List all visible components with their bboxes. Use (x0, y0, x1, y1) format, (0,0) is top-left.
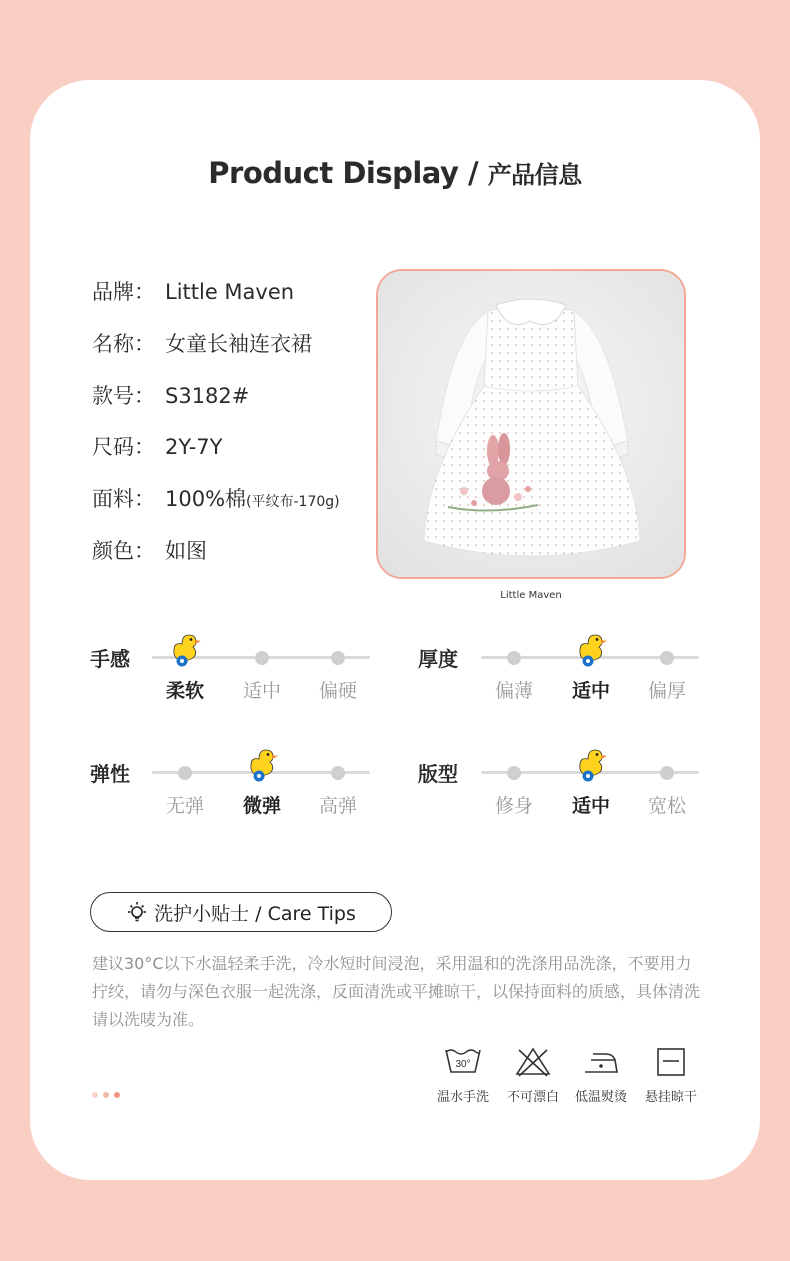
spec-value: 100%棉 (165, 487, 247, 511)
care-hang (640, 1046, 702, 1105)
spec-key: 品牌： (92, 280, 155, 304)
photo-caption: Little Maven (500, 590, 562, 601)
scale-dot (660, 651, 674, 665)
scale-dot (331, 651, 345, 665)
title-en: Product Display (208, 156, 459, 190)
title-cn: 产品信息 (487, 161, 582, 189)
scale-option: 无弹 (165, 795, 204, 817)
scale-option: 偏硬 (318, 680, 357, 702)
spec-value: 如图 (165, 539, 207, 563)
scale-option: 适中 (571, 680, 610, 702)
care-tips-pill (90, 892, 392, 932)
care-icon-label: 低温熨烫 (574, 1090, 627, 1105)
spec-key: 名称： (92, 332, 155, 356)
scale-dot (331, 766, 345, 780)
spec-value: 2Y-7Y (165, 435, 223, 459)
spec-value: 女童长袖连衣裙 (165, 332, 312, 356)
scale-option: 修身 (494, 795, 533, 817)
pager-dot (92, 1092, 98, 1098)
scale-option: 微弹 (242, 795, 281, 817)
spec-key: 尺码： (92, 435, 155, 459)
scale-option: 偏厚 (647, 680, 686, 702)
scale-option: 适中 (242, 680, 281, 702)
page-title (0, 155, 790, 190)
pager-dot (103, 1092, 109, 1098)
spec-key: 颜色： (92, 539, 155, 563)
scale-option: 高弹 (318, 795, 357, 817)
spec-name (92, 328, 312, 358)
spec-value: S3182# (165, 384, 250, 408)
wash-temp: 30° (455, 1059, 471, 1070)
spec-style-no (92, 380, 249, 410)
spec-key: 款号： (92, 384, 155, 408)
scale-option: 柔软 (165, 680, 204, 702)
care-icon-label: 温水手洗 (436, 1090, 489, 1105)
care-bleach (502, 1046, 564, 1105)
no-bleach-icon (513, 1046, 553, 1078)
spec-fabric (92, 483, 340, 513)
care-tips-label: 洗护小贴士 / Care Tips (154, 902, 356, 925)
care-wash (432, 1046, 494, 1105)
care-iron (570, 1046, 632, 1105)
care-icon-label: 悬挂晾干 (644, 1090, 697, 1105)
scale-dot (178, 766, 192, 780)
scale-label: 版型 (418, 762, 458, 786)
lightbulb-icon (126, 901, 148, 923)
title-sep: / (458, 156, 488, 190)
pager-dot (114, 1092, 120, 1098)
care-icon-label: 不可漂白 (506, 1090, 559, 1105)
scale-option: 适中 (571, 795, 610, 817)
product-photo (376, 269, 686, 579)
care-description: 建议30°C以下水温轻柔手洗，冷水短时间浸泡，采用温和的洗涤用品洗涤，不要用力拧绞，请勿与深色衣服一起洗涤，反面清洗或平摊晾干，以保持面料的质感，具体清洗请以洗唛为准。 (92, 954, 701, 1029)
scale-dot (507, 766, 521, 780)
duck-indicator-icon (574, 632, 608, 668)
duck-indicator-icon (245, 747, 279, 783)
spec-key: 面料： (92, 487, 155, 511)
duck-indicator-icon (168, 632, 202, 668)
scale-option: 偏薄 (494, 680, 533, 702)
hang-dry-icon (651, 1046, 691, 1078)
spec-brand (92, 276, 294, 306)
spec-value: Little Maven (165, 280, 295, 304)
scale-dot (507, 651, 521, 665)
duck-indicator-icon (574, 747, 608, 783)
dress-illustration (378, 271, 684, 577)
scale-dot (660, 766, 674, 780)
scale-label: 手感 (90, 647, 130, 671)
scale-option: 宽松 (647, 795, 686, 817)
wash-30-icon (443, 1046, 483, 1078)
spec-size (92, 431, 222, 461)
scale-label: 厚度 (418, 647, 458, 671)
iron-low-icon (581, 1046, 621, 1078)
spec-note: (平纹布-170g) (246, 494, 340, 510)
scale-dot (255, 651, 269, 665)
scale-label: 弹性 (90, 762, 130, 786)
spec-color (92, 535, 207, 565)
